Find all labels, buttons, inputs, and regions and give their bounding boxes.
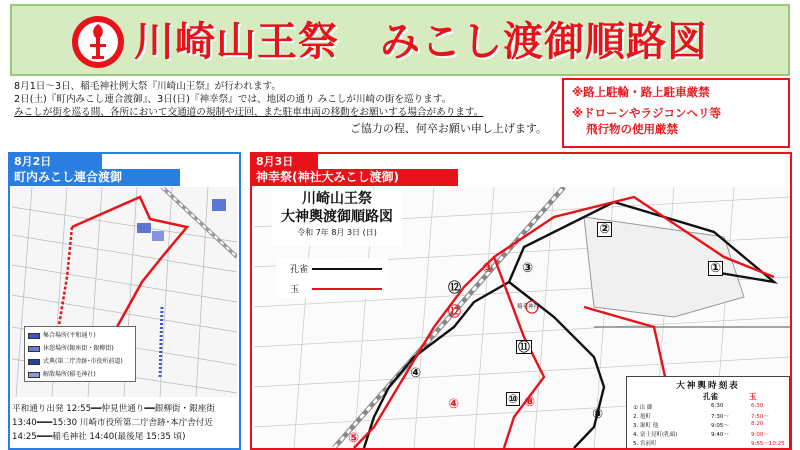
map-title-2: 大神輿渡御順路図 xyxy=(281,209,393,225)
marker-red-5: ⑤ xyxy=(348,431,360,446)
marker-red-8: ⑧ xyxy=(524,395,536,410)
timetable-title: 大神輿時刻表 xyxy=(676,381,740,391)
legend-label: 解散場所(稲毛神社) xyxy=(43,371,96,378)
day2-panel xyxy=(250,152,792,450)
day1-legend xyxy=(24,326,136,382)
legend-swatch xyxy=(28,372,40,378)
marker-red-3: ③ xyxy=(482,261,494,276)
tt-gyoku: 8:20 xyxy=(751,421,764,427)
legend-label: 集合場所(平和通り) xyxy=(43,332,96,339)
legend-row xyxy=(28,355,132,368)
timetable-row xyxy=(633,421,789,429)
notice-text xyxy=(10,78,555,148)
header-banner xyxy=(10,4,790,76)
marker-black-1: ① xyxy=(710,261,722,276)
route-legend-gyoku xyxy=(276,278,388,298)
marker-black-10: ⑩ xyxy=(508,392,519,406)
shrine-label: 稲毛神社 xyxy=(517,304,540,310)
schedule-line-2: 13:40━━━15:30 川崎市役所第二庁舎跡･本庁舎付近 xyxy=(12,418,213,428)
marker-black-8: ⑧ xyxy=(592,407,604,422)
day2-title: 神幸祭(神社大みこし渡御) xyxy=(252,169,458,186)
notice-line-3: みこしが街を巡る間、各所において交通道の規制や迂回、また駐車車両の移動をお願いする場合があります。 xyxy=(14,107,484,118)
legend-swatch xyxy=(28,359,40,365)
notice-line-2: 2日(土)『町内みこし連合渡御』、3日(日)『神幸祭』では、地図の通り みこしが川崎の街を巡ります。 xyxy=(14,94,452,105)
tt-place: ① 出 御 xyxy=(633,405,653,411)
marker-black-12: ⑫ xyxy=(448,281,462,296)
warning-no-parking: ※路上駐輪・路上駐車厳禁 xyxy=(572,85,710,99)
timetable-col-gyoku: 玉 xyxy=(749,392,757,401)
marker-red-4: ④ xyxy=(448,397,460,412)
legend-label: 式典(第二庁舎跡･市役所前道) xyxy=(43,358,123,365)
timetable-row xyxy=(633,412,789,420)
legend-row xyxy=(28,329,132,342)
timetable-col-kujaku: 孔雀 xyxy=(703,392,718,401)
schedule-line-3: 14:25━━━稲毛神社 14:40(最後尾 15:35 頃) xyxy=(12,432,186,442)
legend-swatch xyxy=(28,346,40,352)
route-legend-label: 孔雀 xyxy=(290,265,309,275)
map-title-1: 川崎山王祭 xyxy=(302,191,372,207)
route-legend-kujaku xyxy=(276,258,388,278)
day1-panel xyxy=(8,152,241,450)
marker-black-4: ④ xyxy=(410,366,422,381)
day1-date: 8月2日 xyxy=(10,154,102,169)
day2-date: 8月3日 xyxy=(252,154,318,169)
day1-schedule xyxy=(10,402,239,450)
schedule-line-1: 平和通り出発 12:55━━仲見世通り━━銀柳街・銀座街 xyxy=(12,404,215,414)
timetable-row xyxy=(633,403,789,411)
legend-row xyxy=(28,368,132,381)
page-title: 川崎山王祭 みこし渡御順路図 xyxy=(134,19,708,65)
timetable-row xyxy=(633,430,789,438)
festival-crest-icon xyxy=(70,14,126,70)
tt-gyoku: 9:00～ xyxy=(751,432,769,438)
notice-line-1: 8月1日～3日、稲毛神社例大祭『川崎山王祭』が行われます。 xyxy=(14,81,281,92)
route-legend-label: 玉 xyxy=(290,285,300,295)
tt-kujaku: 6:30 xyxy=(711,403,724,409)
marker-black-3: ③ xyxy=(522,261,534,276)
legend-swatch xyxy=(28,333,40,339)
warning-no-drones: ※ドローンやラジコンヘリ等 xyxy=(572,106,721,120)
tt-kujaku: 7:30～ xyxy=(711,414,729,420)
timetable-row xyxy=(633,439,789,447)
route-legend-line-red xyxy=(312,288,382,290)
map-date: 令和 7年 8月 3日 (日) xyxy=(297,228,377,237)
legend-row xyxy=(28,342,132,355)
tt-place: 5. 宮前町 xyxy=(633,441,657,447)
tt-gyoku: 6:30 xyxy=(751,403,764,409)
tt-place: 2. 旭町 xyxy=(633,414,651,420)
tt-gyoku: 9:55～10:25 xyxy=(751,441,785,447)
warning-no-drones-line2: 飛行物の使用厳禁 xyxy=(586,122,678,136)
marker-red-12: ⑫ xyxy=(448,305,462,320)
tt-place: 3. 堀町 他 xyxy=(633,423,659,429)
notice-closing: ご協力の程、何卒お願い申し上げます。 xyxy=(349,122,547,135)
tt-kujaku: 9:40～ xyxy=(711,432,729,438)
marker-black-2: ② xyxy=(599,222,611,237)
timetable xyxy=(626,376,790,450)
warning-box xyxy=(562,78,790,148)
day1-title: 町内みこし連合渡御 xyxy=(10,169,180,186)
legend-label: 休憩場所(銀座街・銀柳街) xyxy=(43,345,114,352)
tt-gyoku: 7:50～ xyxy=(751,414,769,420)
marker-black-11: ⑪ xyxy=(518,340,531,354)
route-legend-line-black xyxy=(312,268,382,270)
tt-place: 4. 富士見町(乳頭) xyxy=(633,432,678,438)
route-legend xyxy=(276,258,388,298)
tt-kujaku: 9:05～ xyxy=(711,423,729,429)
map-title-box xyxy=(272,190,402,246)
